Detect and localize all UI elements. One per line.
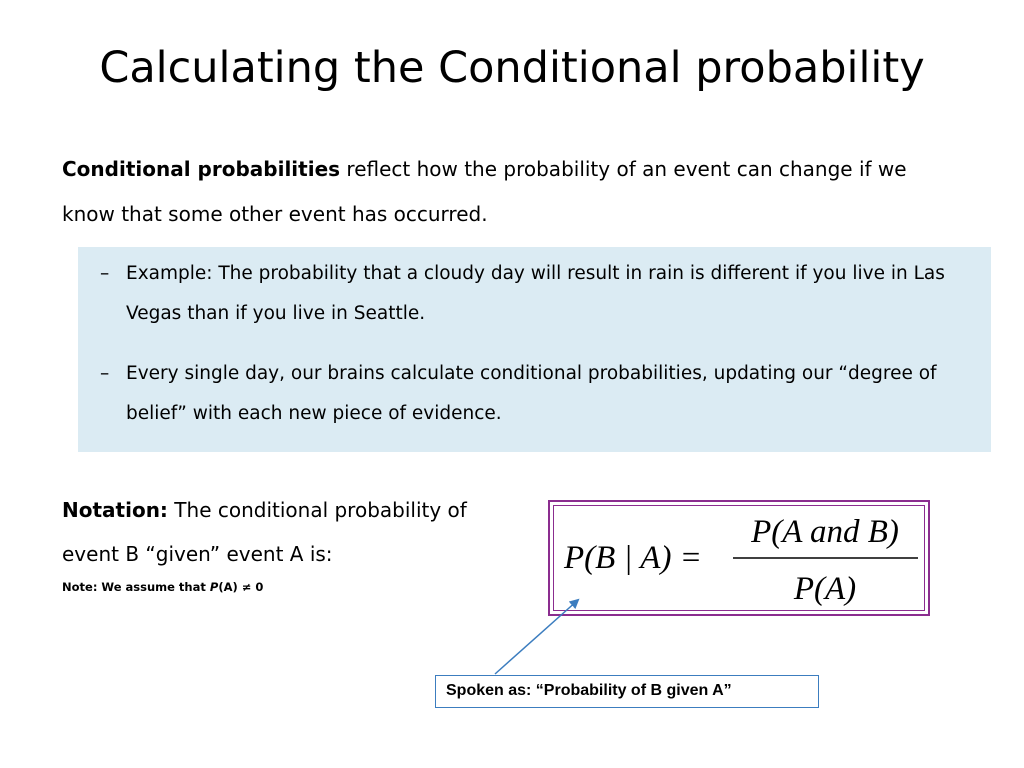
intro-bold-term: Conditional probabilities — [62, 157, 341, 181]
bullet-item — [100, 354, 960, 434]
spoken-as-label: Spoken as: “Probability of B given A” — [435, 675, 819, 708]
slide-title: Calculating the Conditional probability — [99, 43, 925, 93]
formula-box — [548, 500, 930, 616]
notation-label: Notation: — [62, 498, 168, 522]
notation-paragraph — [62, 488, 522, 576]
formula-numerator: P(A and B) — [751, 514, 899, 550]
intro-paragraph — [62, 147, 962, 237]
bullet-text: Every single day, our brains calculate conditional probabilities, updating our “degree of belief” with each new piece of evidence. — [126, 363, 937, 424]
note-suffix: (A) ≠ 0 — [218, 580, 264, 594]
bullet-item — [100, 254, 960, 334]
pointer-arrow — [480, 590, 590, 680]
example-callout — [78, 247, 991, 452]
bullet-text: Example: The probability that a cloudy day will result in rain is different if you live in Las Vegas than if you live in Seattle. — [126, 263, 945, 324]
intro-text: reflect how the probability of an event can change if we know that some other event has occurred. — [62, 157, 907, 226]
notation-text: The conditional probability of event B “given” event A is: — [62, 498, 467, 566]
dash-bullet: – — [100, 363, 110, 384]
formula-lhs: P(B | A) = — [564, 540, 702, 576]
conditional-probability-formula — [550, 502, 928, 614]
note-p: P — [209, 580, 219, 594]
note-prefix: Note: We assume that — [62, 580, 210, 594]
formula-denominator: P(A) — [793, 571, 857, 607]
assumption-note — [62, 580, 263, 594]
dash-bullet: – — [100, 263, 110, 284]
